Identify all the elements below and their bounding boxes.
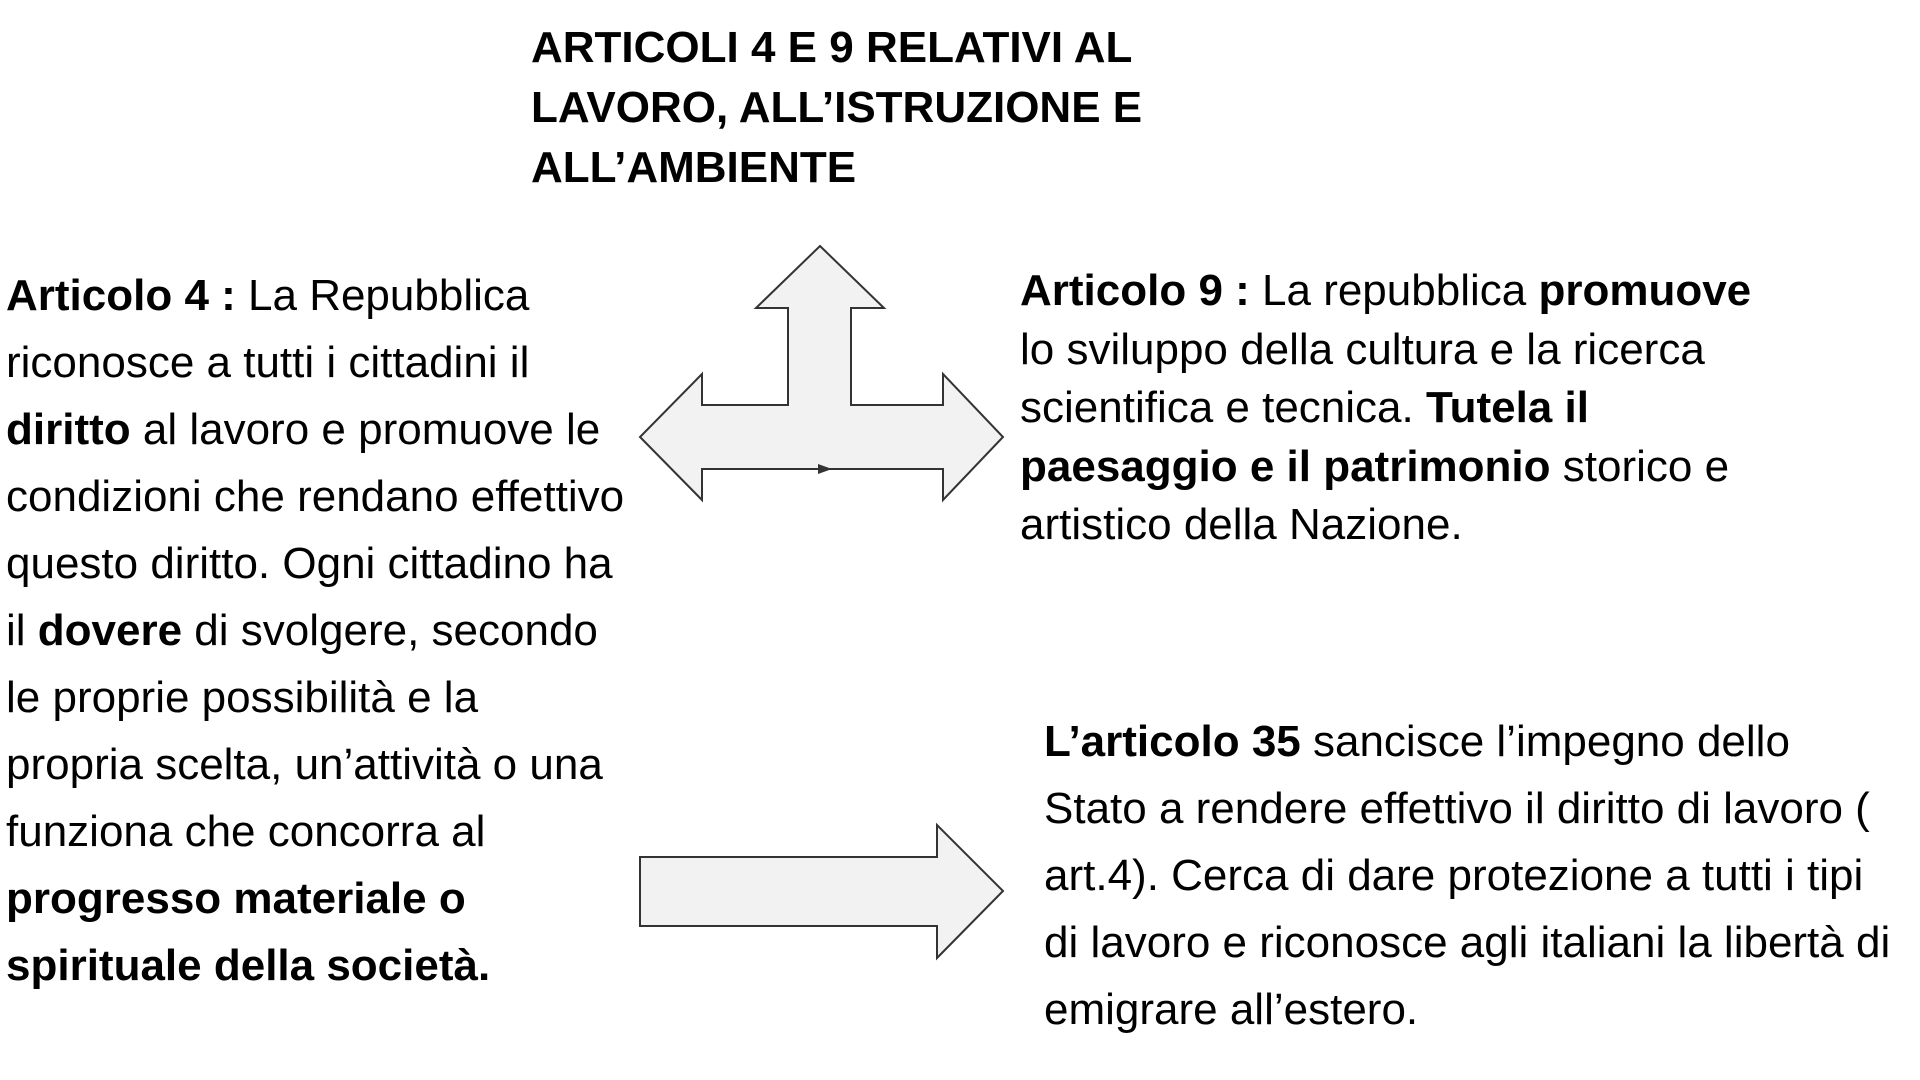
title-line-1: ARTICOLI 4 E 9 RELATIVI AL xyxy=(531,23,1133,72)
article-4-bold-progresso: progresso materiale o spirituale della società. xyxy=(6,874,491,990)
title-line-3: ALL’AMBIENTE xyxy=(531,143,857,192)
article-4-text-part3: di svolgere, secondo le proprie possibilità e la propria scelta, un’attività o una funziona che concorra al xyxy=(6,606,603,856)
article-4-heading: Articolo 4 : xyxy=(6,271,236,320)
article-9-text-part2: lo sviluppo della cultura e la ricerca scientifica e tecnica. xyxy=(1020,324,1705,432)
article-9-bold-tutela: Tutela il paesaggio e il patrimonio xyxy=(1020,383,1589,491)
article-4-bold-dovere: dovere xyxy=(37,606,183,655)
article-4-text-part1: La Repubblica riconosce a tutti i cittadini il xyxy=(6,271,530,387)
article-4-text-part2: al lavoro e promuove le condizioni che rendano effettivo questo diritto. Ogni cittadino ha il xyxy=(6,405,625,655)
article-9-heading: Articolo 9 : xyxy=(1020,266,1250,315)
title-line-2: LAVORO, ALL’ISTRUZIONE E xyxy=(531,83,1143,132)
article-35-heading: L’articolo 35 xyxy=(1044,717,1301,766)
article-4-bold-diritto: diritto xyxy=(6,405,131,454)
three-way-arrow-shape xyxy=(640,246,1003,500)
article-9-text-part3: storico e artistico della Nazione. xyxy=(1020,441,1730,549)
article-9-text-part1: La repubblica xyxy=(1249,266,1539,315)
article-35-text-part1: sancisce l’impegno dello Stato a rendere effettivo il diritto di lavoro ( art.4). Cerca di dare protezione a tutti i tipi di lavoro e riconosce agli italiani la libertà di emigrare all’estero. xyxy=(1044,717,1891,1034)
article-9-bold-promuove: promuove xyxy=(1538,266,1752,315)
